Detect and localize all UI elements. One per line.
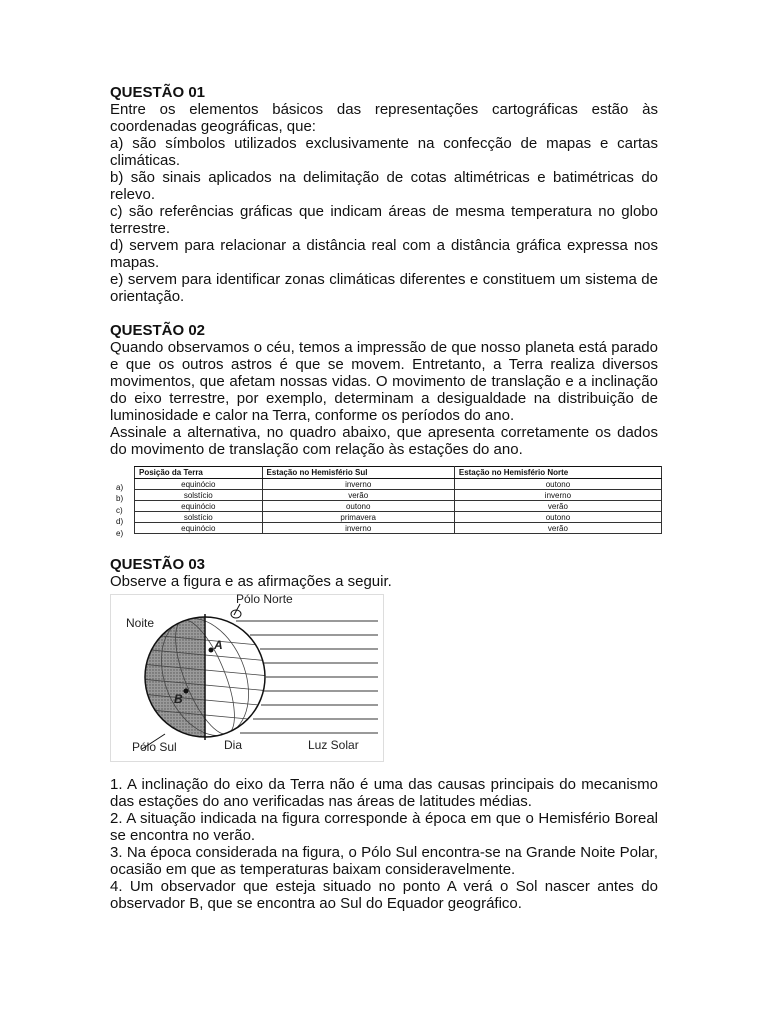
option-letter: a) [116, 483, 124, 492]
question-1-option-b: b) são sinais aplicados na delimitação de cotas altimétricas e batimétricas do relevo. [110, 169, 658, 203]
table-row [135, 479, 662, 490]
table-cell: verão [262, 490, 454, 501]
question-1-option-a: a) são símbolos utilizados exclusivamente na confecção de mapas e cartas climáticas. [110, 135, 658, 169]
night-side [140, 614, 205, 744]
question-2-table-block [110, 466, 658, 546]
label-noite: Noite [126, 616, 155, 630]
table-cell: inverno [262, 479, 454, 490]
question-1-title: QUESTÃO 01 [110, 84, 206, 101]
document-page [110, 84, 658, 912]
table-row [135, 490, 662, 501]
question-2-title: QUESTÃO 02 [110, 322, 206, 339]
table-cell: outono [454, 512, 661, 523]
table-cell: inverno [262, 523, 454, 534]
option-letter: d) [116, 517, 124, 527]
question-1-intro: Entre os elementos básicos das representações cartográficas estão às coordenadas geográficas, que: [110, 101, 658, 135]
question-1-option-d: d) servem para relacionar a distância real com a distância gráfica expressa nos mapas. [110, 237, 658, 271]
label-point-a: A [214, 638, 223, 652]
option-letter: e) [116, 528, 124, 538]
question-3-statement-4: 4. Um observador que esteja situado no ponto A verá o Sol nascer antes do observador B, que se encontra ao Sul do Equador geográfico. [110, 878, 658, 912]
option-letter: c) [116, 505, 123, 515]
question-1-option-c: c) são referências gráficas que indicam áreas de mesma temperatura no globo terrestre. [110, 203, 658, 237]
table-cell: solstício [135, 490, 263, 501]
table-row [135, 501, 662, 512]
question-3-statement-3: 3. Na época considerada na figura, o Pólo Sul encontra-se na Grande Noite Polar, ocasião em que as temperaturas baixam consideravelmente. [110, 844, 658, 878]
question-2-option-letters [116, 482, 123, 539]
label-point-b: B [174, 692, 183, 706]
question-1-option-e: e) servem para identificar zonas climáticas diferentes e constituem um sistema de orientação. [110, 271, 658, 305]
table-header: Estação no Hemisfério Sul [262, 467, 454, 479]
table-cell: verão [454, 523, 661, 534]
table-cell: inverno [454, 490, 661, 501]
earth-illumination-figure [110, 594, 384, 762]
question-3-intro: Observe a figura e as afirmações a seguir. [110, 573, 392, 590]
question-2-text-1: Quando observamos o céu, temos a impressão de que nosso planeta está parado e que os outros astros é que se movem. Entretanto, a Terra realiza diversos movimentos, que afetam nossas vidas. O movimento de translação e a inclinação do eixo terrestre, por exemplo, determinam a desigualdade na distribuição de luminosidade e calor na Terra, conforme os períodos do ano. [110, 339, 658, 424]
table-header: Estação no Hemisfério Norte [454, 467, 661, 479]
table-cell: equinócio [135, 523, 263, 534]
table-cell: primavera [262, 512, 454, 523]
label-polo-sul: Pólo Sul [132, 740, 177, 754]
question-3-title: QUESTÃO 03 [110, 556, 206, 573]
question-3-statement-1: 1. A inclinação do eixo da Terra não é uma das causas principais do mecanismo das estações do ano verificadas nas áreas de latitudes médias. [110, 776, 658, 810]
label-luz-solar: Luz Solar [308, 738, 359, 752]
option-letter: b) [116, 494, 124, 504]
table-cell: outono [262, 501, 454, 512]
question-2-text-2: Assinale a alternativa, no quadro abaixo, que apresenta corretamente os dados do movimento de translação com relação às estações do ano. [110, 424, 658, 458]
label-dia: Dia [224, 738, 243, 752]
table-row [135, 512, 662, 523]
question-3-statement-2: 2. A situação indicada na figura corresponde à época em que o Hemisfério Boreal se encontra no verão. [110, 810, 658, 844]
table-cell: equinócio [135, 501, 263, 512]
table-header: Posição da Terra [135, 467, 263, 479]
table-row [135, 523, 662, 534]
table-cell: solstício [135, 512, 263, 523]
label-polo-norte: Pólo Norte [236, 592, 293, 606]
table-cell: verão [454, 501, 661, 512]
seasons-table [134, 466, 662, 534]
point-a-marker [209, 648, 214, 653]
table-header-row [135, 467, 662, 479]
globe [140, 605, 275, 748]
table-cell: equinócio [135, 479, 263, 490]
point-b-marker [184, 689, 189, 694]
table-cell: outono [454, 479, 661, 490]
